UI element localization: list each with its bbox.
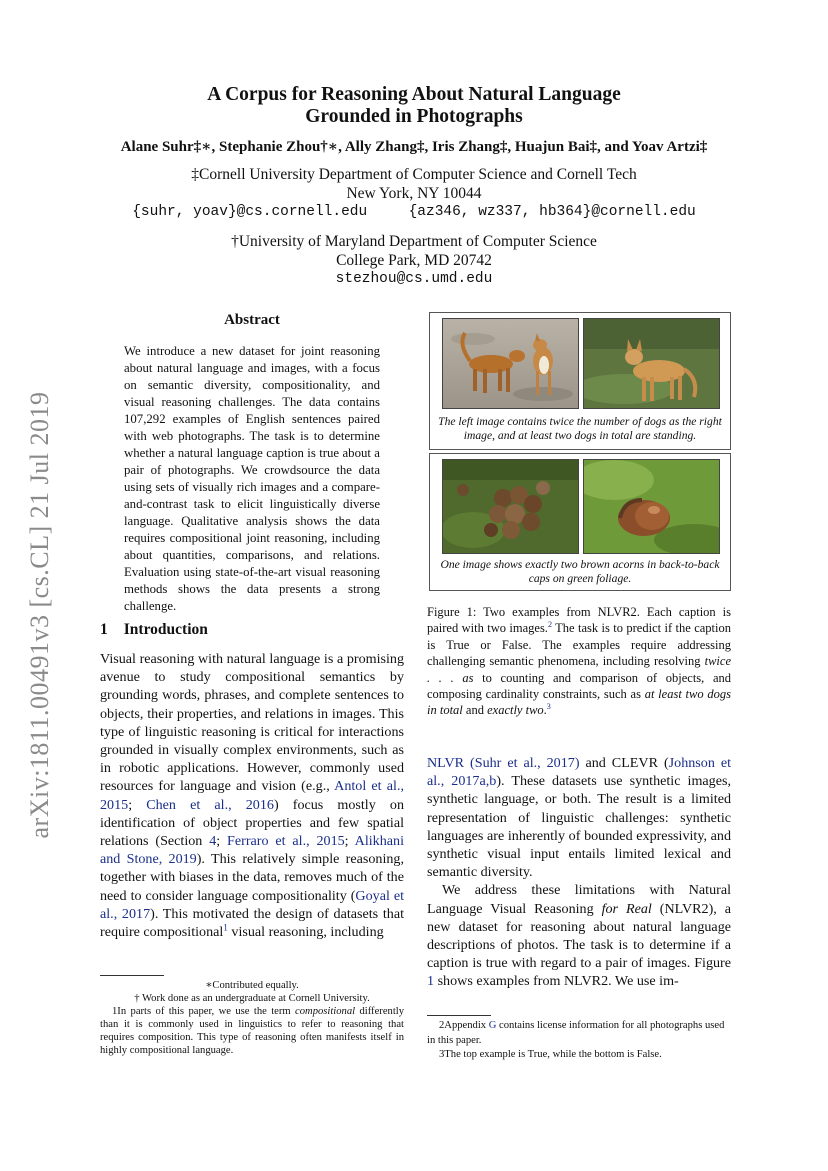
footnote-text: 2Appendix — [439, 1020, 489, 1031]
body-text: ). These datasets use synthetic images, synthetic language, or both. The result is a limited representation of linguistic challenges: synthetic languages are inherently of bounded expressivity, and synthetic visual input entails limited lexical and semantic diversity. — [427, 773, 731, 881]
author-list: Alane Suhr‡∗, Stephanie Zhou†∗, Ally Zhang‡, Iris Zhang‡, Huajun Bai‡, and Yoav Artzi‡ — [120, 139, 708, 155]
acorn-right-photo — [583, 459, 720, 554]
footnote-rule — [427, 1015, 491, 1016]
citation-link[interactable]: Antol et al., 2015 — [100, 778, 404, 813]
section-ref-link[interactable]: 4 — [209, 833, 217, 850]
caption-text: . The examples require addressing challenging semantic phenomena, including resolving — [427, 637, 731, 669]
section-heading-introduction — [100, 621, 208, 639]
footnote-example-labels — [427, 1048, 731, 1063]
intro-text: Visual reasoning with natural language is a promising avenue to study compositional semantics by grounding words, phrases, and complete sentences to objects, their properties, and relations in images. This type of linguistic reasoning is critical for interactions grounded in visually complex environments, such as in robotic applications. However, commonly used resources for language and vision (e.g., — [100, 651, 404, 795]
one-dog-image — [584, 319, 719, 408]
footnote-text: . — [659, 1049, 662, 1060]
caption-emphasis: twice . . . as — [427, 654, 731, 685]
affiliation-maryland — [0, 232, 828, 289]
citation-link[interactable]: Ferraro et al., 2015 — [227, 833, 345, 850]
value-false: False — [501, 637, 529, 652]
affiliation-cornell-address: New York, NY 10044 — [346, 185, 482, 202]
figure-1-caption — [427, 604, 731, 719]
value-true: True — [527, 1049, 548, 1060]
paper-title — [0, 84, 828, 128]
footnote-marker[interactable]: 2 — [547, 620, 552, 630]
value-false: False — [636, 1049, 660, 1060]
email-stezhou: stezhou@cs.umd.edu — [335, 271, 493, 287]
caption-text: or — [469, 637, 502, 652]
footnotes-left — [100, 979, 404, 1057]
footnote-text: differently than it is commonly used in linguistics to refer to reasoning that requires composition. This type of reasoning often manifests itself in highly compositional language. — [100, 1006, 404, 1056]
intro-text: ; — [216, 833, 228, 850]
body-text: shows examples from NLVR2. We use im- — [434, 973, 679, 990]
appendix-ref-link[interactable]: G — [488, 1020, 497, 1031]
footnote-rule — [100, 975, 164, 976]
intro-text: ). This relatively simple reasoning, together with biases in the data, removes much of the need to consider language compositionality ( — [100, 851, 404, 904]
caption-text: to counting and comparison of objects, and composing cardinality constraints, such as — [427, 670, 731, 702]
body-paragraph — [427, 754, 731, 881]
body-paragraph — [427, 881, 731, 990]
figure-caption-dogs: The left image contains twice the number of dogs as the right image, and at least two dogs in total are standing. — [438, 415, 722, 442]
email-az-wz-hb: {az346, wz337, hb364}@cornell.edu — [408, 204, 696, 220]
body-text: (NLVR2), a new dataset for reasoning about natural language descriptions of photos. The task is to determine if a caption is true with regard to a pair of images. Figure — [427, 900, 731, 972]
figure-ref-link[interactable]: 1 — [427, 973, 435, 990]
figure-caption-acorns: One image shows exactly two brown acorns in back-to-back caps on green foliage. — [440, 558, 720, 585]
single-acorn-image — [584, 460, 719, 553]
title-line-2: Grounded in Photographs — [305, 106, 523, 127]
intro-text: ; — [344, 833, 355, 850]
caption-emphasis: exactly two — [487, 703, 544, 718]
citation-link[interactable]: Chen et al., 2016 — [146, 796, 274, 813]
figure-example-dogs — [429, 312, 731, 450]
value-true: True — [446, 637, 470, 652]
two-dogs-image — [443, 319, 578, 408]
abstract-text: We introduce a new dataset for joint reasoning about natural language and images, with a focus on semantic diversity, compositionality, and visual reasoning challenges. The data contains 107,292 examples of English sentences paired with web photographs. The task is to determine whether a natural language caption is true about a pair of photographs. We crowdsource the data using sets of visually rich images and a compare-and-contrast task to elicit linguistically diverse language. Qualitative analysis shows the data requires compositional joint reasoning, including about quantities, comparisons, and relations. Evaluation using state-of-the-art visual reasoning methods shows the data presents a strong challenge. — [124, 344, 380, 613]
caption-text: and — [462, 703, 488, 718]
footnote-text: , while the bottom is — [547, 1049, 637, 1060]
intro-paragraph — [100, 650, 404, 941]
acorn-pile-image — [443, 460, 578, 553]
caption-text: . — [543, 703, 547, 718]
footnote-text: 1In parts of this paper, we use the term — [112, 1006, 296, 1017]
citation-link[interactable]: Johnson et al., 2017a,b — [427, 755, 731, 790]
body-emphasis: for Real — [601, 900, 652, 917]
affiliation-cornell-emails — [0, 203, 828, 222]
footnote-license — [427, 1019, 731, 1048]
footnote-undergraduate: † Work done as an undergraduate at Cornell University. — [134, 993, 370, 1004]
intro-text: ). This motivated the design of datasets that require compositional — [100, 905, 404, 941]
affiliation-cornell-name: ‡Cornell University Department of Computer Science and Cornell Tech — [191, 166, 637, 183]
abstract-heading: Abstract — [224, 312, 280, 328]
footnote-compositional — [100, 1005, 404, 1057]
citation-link[interactable]: Alikhani and Stone, 2019 — [100, 833, 404, 868]
caption-text: Figure 1: Two examples from NLVR2. Each caption is paired with two images. — [427, 605, 731, 636]
acorns-left-photo — [442, 459, 579, 554]
intro-text: ; — [128, 796, 147, 813]
citation-link[interactable]: NLVR (Suhr et al., 2017) — [427, 755, 580, 771]
intro-text: visual reasoning, including — [227, 924, 384, 941]
title-line-1: A Corpus for Reasoning About Natural Language — [207, 84, 621, 105]
arxiv-stamp-text: arXiv:1811.00491v3 [cs.CL] 21 Jul 2019 — [25, 391, 54, 839]
caption-text: The task is to predict if the caption is — [427, 621, 731, 652]
footnote-marker[interactable]: 3 — [546, 702, 551, 712]
footnote-text: contains license information for all photographs used in this paper. — [427, 1020, 725, 1046]
arxiv-stamp — [20, 380, 60, 850]
caption-emphasis: at least two dogs in total — [427, 687, 731, 718]
section-number: 1 — [100, 621, 108, 638]
footnote-contributed-equally: ∗Contributed equally. — [205, 980, 299, 991]
affiliation-maryland-address: College Park, MD 20742 — [336, 252, 492, 269]
body-text: and CLEVR ( — [579, 755, 669, 771]
section-title: Introduction — [123, 621, 208, 638]
right-column-body — [427, 754, 731, 991]
dogs-left-photo — [442, 318, 579, 409]
figure-example-acorns — [429, 453, 731, 591]
footnote-marker[interactable]: 1 — [223, 922, 228, 933]
dogs-right-photo — [583, 318, 720, 409]
footnote-text: 3The top example is — [439, 1049, 528, 1060]
affiliation-maryland-name: †University of Maryland Department of Computer Science — [231, 233, 597, 250]
affiliation-cornell — [0, 165, 828, 222]
body-text: We address these limitations with Natural Language Visual Reasoning — [427, 882, 731, 917]
footnote-emphasis: compositional — [295, 1006, 356, 1017]
footnotes-right — [427, 1019, 731, 1063]
email-suhr-yoav: {suhr, yoav}@cs.cornell.edu — [132, 204, 368, 220]
citation-link[interactable]: Goyal et al., 2017 — [100, 887, 404, 922]
intro-text: ) focus mostly on identification of object properties and few spatial relations (Section — [100, 796, 404, 850]
